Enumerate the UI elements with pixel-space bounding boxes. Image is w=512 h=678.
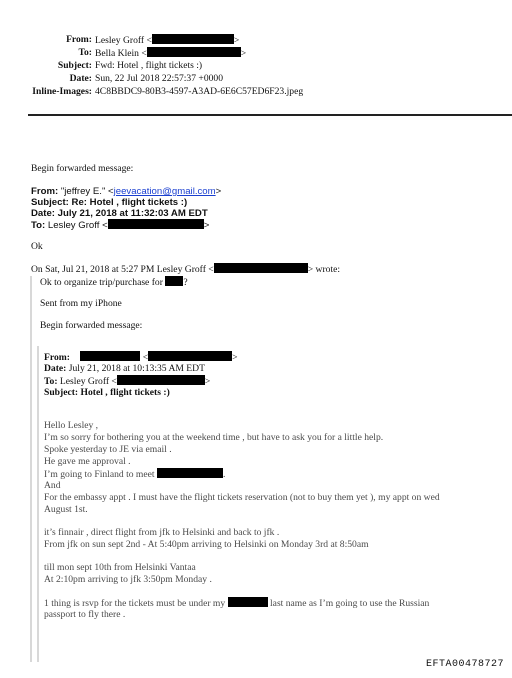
forward1-to-label: To: — [31, 220, 46, 231]
header-subject: Fwd: Hotel , flight tickets :) — [95, 60, 203, 71]
forward1-date-row — [31, 208, 208, 219]
reply-line-prefix: Ok to organize trip/purchase for — [40, 277, 163, 288]
reply-signature: Sent from my iPhone — [40, 298, 122, 309]
forward2-date-label: Date: — [44, 363, 67, 374]
forward2-date: July 21, 2018 at 10:13:35 AM EDT — [68, 363, 205, 374]
forward2-subject: Hotel , flight tickets :) — [80, 387, 170, 398]
header-date-row — [0, 73, 512, 85]
forward2-from-label: From: — [44, 352, 70, 363]
redacted-block — [157, 468, 226, 480]
redacted-block — [148, 351, 232, 361]
header-divider — [28, 114, 512, 116]
forward2-to-close: > — [204, 376, 211, 387]
forward2-to-name: Lesley Groff < — [59, 376, 117, 387]
forward1-body: Ok — [31, 241, 43, 252]
reply-attribution-prefix: On Sat, Jul 21, 2018 at 5:27 PM Lesley Groff < — [31, 264, 214, 275]
message-line: For the embassy appt . I must have the flight tickets reservation (not to buy them yet ), my appt on wed — [44, 492, 440, 503]
message-line: August 1st. — [44, 504, 88, 515]
forward2-subject-label: Subject: — [44, 387, 79, 398]
header-inline-images-label: Inline-Images: — [32, 86, 92, 97]
forward1-to-close: > — [203, 220, 210, 231]
header-date: Sun, 22 Jul 2018 22:57:37 +0000 — [95, 73, 224, 84]
forward1-from-label: From: — [31, 186, 59, 197]
message-line: till mon sept 10th from Helsinki Vantaa — [44, 562, 196, 573]
forward1-to-name: Lesley Groff < — [47, 220, 108, 231]
header-date-label: Date: — [69, 73, 92, 84]
message-line: it’s finnair , direct flight from jfk to Helsinki and back to jfk . — [44, 527, 280, 538]
sender-email-link[interactable]: jeevacation@gmail.com — [113, 186, 216, 197]
header-inline-images-row — [0, 86, 512, 98]
header-subject-row — [0, 60, 512, 72]
message-line: passport to fly there . — [44, 609, 126, 620]
header-to-close: > — [240, 48, 247, 59]
redacted-block — [117, 375, 205, 385]
message-line: Hello Lesley , — [44, 420, 99, 431]
message-line: He gave me approval . — [44, 456, 131, 467]
forward1-subject: Re: Hotel , flight tickets :) — [71, 197, 188, 208]
forward1-intro: Begin forwarded message: — [31, 163, 134, 174]
forward1-date: July 21, 2018 at 11:32:03 AM EDT — [57, 208, 208, 219]
redacted-block — [152, 34, 234, 44]
redacted-block — [108, 219, 204, 229]
bates-number: EFTA00478727 — [425, 659, 504, 670]
header-subject-label: Subject: — [57, 60, 92, 71]
forward2-from-gt: > — [232, 352, 238, 363]
forward2-to-label: To: — [44, 376, 58, 387]
forward1-from-row — [31, 186, 221, 197]
header-from-label: From: — [66, 34, 92, 45]
reply-attribution-suffix: > wrote: — [307, 264, 341, 275]
message-line-prefix: I’m going to Finland to meet — [44, 469, 155, 480]
header-from-close: > — [233, 35, 240, 46]
quote-bar-nested — [37, 346, 39, 662]
forward2-from-lt: < — [142, 352, 149, 363]
message-line: I’m so sorry for bothering you at the weekend time , but have to ask you for a little help. — [44, 432, 384, 443]
redacted-block — [214, 263, 308, 273]
message-line: From jfk on sun sept 2nd - At 5:40pm arriving to Helsinki on Monday 3rd at 8:50am — [44, 539, 369, 550]
forward1-subject-row — [31, 197, 187, 208]
message-line-suffix: last name as I’m going to use the Russian — [270, 598, 430, 609]
redacted-block — [147, 47, 241, 57]
forward2-subject-row — [44, 387, 170, 399]
redacted-block — [228, 597, 268, 607]
message-line: Spoke yesterday to JE via email . — [44, 444, 172, 455]
header-from-name: Lesley Groff < — [95, 35, 152, 46]
message-line: At 2:10pm arriving to jfk 3:50pm Monday . — [44, 574, 212, 585]
reply-line — [40, 276, 188, 289]
reply-line-suffix: ? — [183, 277, 188, 288]
forward1-from-close: > — [215, 186, 222, 197]
forward1-to-row — [31, 219, 209, 231]
forward1-from-name: "jeffrey E." < — [60, 186, 114, 197]
message-line-suffix: . — [223, 469, 226, 480]
header-to-label: To: — [78, 47, 92, 58]
header-to-name: Bella Klein < — [95, 48, 147, 59]
forward2-date-row — [44, 363, 205, 375]
message-line-prefix: 1 thing is rsvp for the tickets must be under my — [44, 598, 226, 609]
quote-bar — [30, 276, 32, 662]
redacted-block — [165, 276, 183, 286]
reply-intro: Begin forwarded message: — [40, 320, 143, 331]
forward1-subject-label: Subject: — [31, 197, 69, 208]
message-line: And — [44, 480, 61, 491]
header-to-row — [0, 47, 512, 59]
redacted-block — [80, 351, 140, 361]
header-inline-images: 4C8BBDC9-80B3-4597-A3AD-6E6C57ED6F23.jpeg — [95, 86, 304, 97]
reply-attribution — [31, 263, 340, 276]
message-line — [44, 468, 225, 481]
forward1-date-label: Date: — [31, 208, 55, 219]
header-from-row — [0, 34, 512, 46]
